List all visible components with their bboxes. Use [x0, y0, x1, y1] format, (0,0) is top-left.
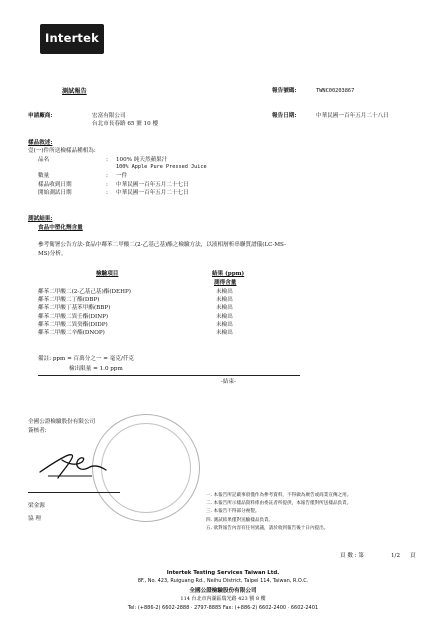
results-item: 鄰苯二甲酸二異壬酯(DINP)	[38, 313, 109, 320]
results-value: 未檢出	[216, 289, 233, 295]
sample-note: 壹(一)件所送檢樣品種相為:	[28, 148, 96, 154]
results-item: 鄰苯二甲酸丁基苯甲酯(BBP)	[38, 305, 111, 312]
sample-heading: 樣品敘述:	[28, 140, 53, 146]
page-label: 頁 數 : 第	[340, 553, 365, 559]
terms-item: 三. 本報告不得部分複製。	[206, 509, 260, 515]
results-row	[38, 330, 233, 338]
note-detection-limit: 檢出限量 = 1.0 ppm	[69, 366, 123, 372]
results-item: 鄰苯二甲酸二丁酯(DBP)	[38, 297, 100, 304]
sample-row-label: 數量	[38, 173, 50, 180]
terms-item: 二. 本報告所示樣品資料係由委託者所提供，本報告僅對所送樣品負責。	[206, 501, 352, 507]
signature-rule	[28, 492, 120, 493]
sample-row-value: 一件	[116, 173, 128, 180]
results-rule	[38, 375, 300, 376]
page-suffix: 頁	[410, 553, 416, 559]
sample-row-value: 中華民國一百年五月二十七日	[116, 181, 189, 188]
intertek-logo: Intertek	[40, 24, 104, 54]
col-result-header: 結果 (ppm)	[212, 271, 245, 277]
report-no-label: 報告號碼:	[272, 88, 297, 94]
sample-row-separator: :	[106, 181, 108, 188]
handwritten-signature	[36, 446, 112, 482]
report-date-label: 報告日期:	[272, 113, 297, 119]
document-title: 測試報告	[62, 88, 87, 95]
report-date: 中華民國一百年五月二十八日	[316, 113, 389, 119]
page-number: 1/2	[391, 553, 401, 559]
note-ppm: 備註: ppm = 百萬分之一 = 毫克/仟克	[38, 356, 135, 362]
signer-label: 簽核者:	[28, 428, 47, 434]
results-value: 未檢出	[216, 329, 233, 336]
results-item: 鄰苯二甲酸二異癸酯(DIDP)	[38, 321, 108, 328]
sample-row-label: 品名	[38, 157, 50, 163]
footer-address-zh: 114 台北市內湖區瑞光路 423 號 8 樓	[180, 596, 266, 602]
sample-row-separator: :	[106, 173, 108, 180]
signer-title: 協 理	[28, 516, 41, 522]
sample-row-separator: :	[106, 157, 108, 163]
results-row	[38, 322, 233, 330]
results-row	[38, 305, 233, 313]
sample-row-value: 100% Apple Pure Pressed Juice	[116, 164, 207, 171]
sample-row-value: 100% 純天然蘋果汁	[116, 157, 168, 163]
sample-row-value: 中華民國一百年五月二十七日	[116, 189, 189, 196]
sample-row-separator: :	[106, 189, 108, 196]
results-heading: 測試結果:	[28, 216, 53, 222]
sample-row-label: 樣品收到日期	[38, 181, 72, 188]
results-row	[38, 289, 233, 297]
terms-item: 四. 測試結果僅對送驗樣品負責。	[206, 517, 274, 523]
results-value: 未檢出	[216, 305, 233, 312]
terms-item: 一. 本報告所記載事項僅作為參考資料，不得做為廣告或商業宣傳之用。	[206, 493, 352, 498]
terms-item: 五. 欲對報告內容有任何異議，請於收到報告後十日內提出。	[206, 525, 329, 531]
signer-name: 梁金源	[28, 503, 45, 509]
results-value: 未檢出	[216, 313, 233, 320]
applicant-label: 申請廠商:	[28, 113, 53, 119]
footer-contact: Tel: (+886-2) 6602-2888 · 2797-8885 Fax: (+886-2) 6602-2400 · 6602-2401	[127, 605, 319, 611]
col-item-header: 檢驗項目	[96, 271, 119, 277]
footer-address-en: 8F., No. 423, Ruiguang Rd., Neihu District, Taipei 114, Taiwan, R.O.C.	[137, 578, 309, 584]
results-row	[38, 314, 233, 322]
footer-company-en: Intertek Testing Services Taiwan Ltd.	[166, 570, 280, 576]
results-value: 未檢出	[216, 297, 233, 304]
results-value: 未檢出	[216, 321, 233, 328]
results-subheading: 食品中塑化劑含量	[38, 225, 83, 231]
report-no: TWNC00203867	[316, 88, 355, 94]
col-result-subheader: 測得含量	[214, 280, 237, 286]
end-marker: -結束-	[221, 379, 236, 385]
sample-row-label: 開始測試日期	[38, 189, 72, 196]
applicant-address: 台北市長春路 65 號 10 樓	[92, 121, 159, 127]
results-item: 鄰苯二甲酸二(2-乙基己基)酯(DEHP)	[38, 289, 131, 295]
signing-company: 全國公證檢驗股份有限公司	[28, 419, 96, 425]
results-table	[38, 289, 233, 338]
footer-company-zh: 全國公證檢驗股份有限公司	[189, 588, 257, 594]
company-seal-inner-ring	[101, 423, 191, 513]
method-line-2: MS)分析。	[38, 251, 67, 257]
results-item: 鄰苯二甲酸二辛酯(DNOP)	[38, 329, 105, 336]
method-line-1: 參考衛署公告方法-食品中鄰苯二甲酸二(2-乙基己基)酯之檢驗方法，以液相層析串聯質譜儀(LC-MS-	[38, 242, 286, 248]
applicant-name: 宏富有限公司	[92, 113, 126, 119]
